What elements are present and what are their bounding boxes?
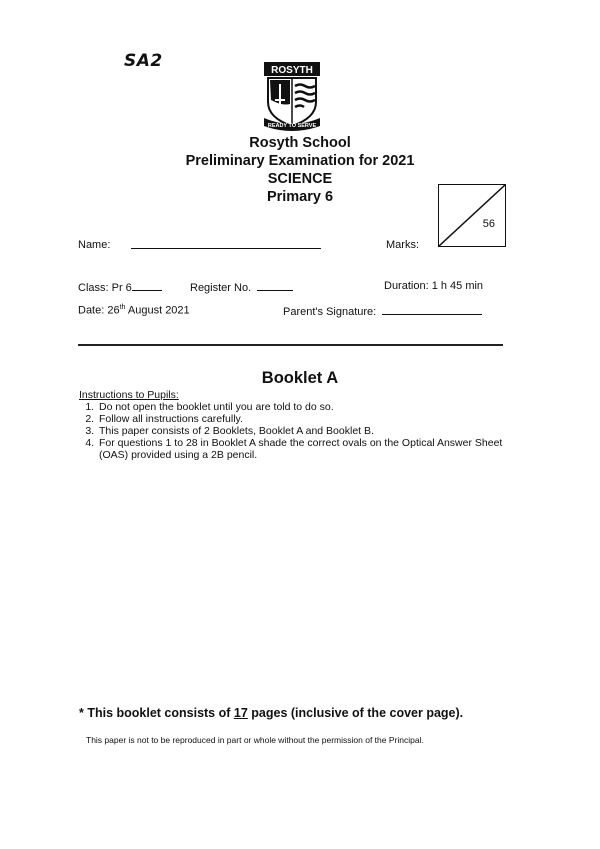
- pages-count: 17: [233, 706, 248, 720]
- footer-note: This paper is not to be reproduced in part or whole without the permission of the Principal.: [86, 735, 424, 745]
- instruction-item: 4. For questions 1 to 28 in Booklet A shade the correct ovals on the Optical Answer Sheet (OAS) provided using a 2B pencil.: [97, 437, 519, 461]
- instruction-item: 3. This paper consists of 2 Booklets, Booklet A and Booklet B.: [97, 425, 519, 437]
- pages-note-suffix: pages (inclusive of the cover page).: [247, 706, 464, 720]
- booklet-title: Booklet A: [261, 369, 339, 387]
- header-divider: [78, 344, 503, 346]
- subject-title: SCIENCE: [267, 171, 333, 187]
- name-line[interactable]: [131, 238, 321, 249]
- name-label: Name:: [78, 239, 111, 251]
- instruction-item: 1. Do not open the booklet until you are told to do so.: [97, 401, 519, 413]
- register-line[interactable]: [257, 280, 293, 291]
- crest-banner-top: ROSYTH: [271, 65, 313, 76]
- date-suffix: August 2021: [125, 304, 190, 317]
- class-line[interactable]: [132, 280, 162, 291]
- marks-total: 56: [482, 218, 495, 230]
- pages-note: [79, 706, 463, 720]
- class-label: Class: Pr 6: [78, 282, 132, 294]
- instructions: [79, 389, 519, 461]
- instructions-heading: Instructions to Pupils:: [79, 389, 179, 401]
- marks-label: Marks:: [386, 239, 419, 251]
- register-label: Register No.: [190, 282, 252, 294]
- school-name: Rosyth School: [249, 135, 351, 151]
- duration: Duration: 1 h 45 min: [384, 280, 484, 292]
- corner-label: SA2: [124, 51, 163, 71]
- level-title: Primary 6: [266, 189, 334, 205]
- pages-note-prefix: * This booklet consists of: [79, 706, 234, 720]
- parent-signature-line[interactable]: [382, 304, 482, 315]
- school-crest-logo: [262, 60, 322, 132]
- exam-date: [78, 304, 190, 317]
- crest-banner-bottom: READY TO SERVE: [267, 123, 317, 129]
- instruction-item: 2. Follow all instructions carefully.: [97, 413, 519, 425]
- marks-box: [438, 184, 506, 247]
- date-sup: th: [119, 304, 126, 311]
- parent-signature-label: Parent's Signature:: [283, 306, 377, 318]
- date-prefix: Date: 26: [78, 304, 120, 317]
- exam-title: Preliminary Examination for 2021: [185, 153, 415, 169]
